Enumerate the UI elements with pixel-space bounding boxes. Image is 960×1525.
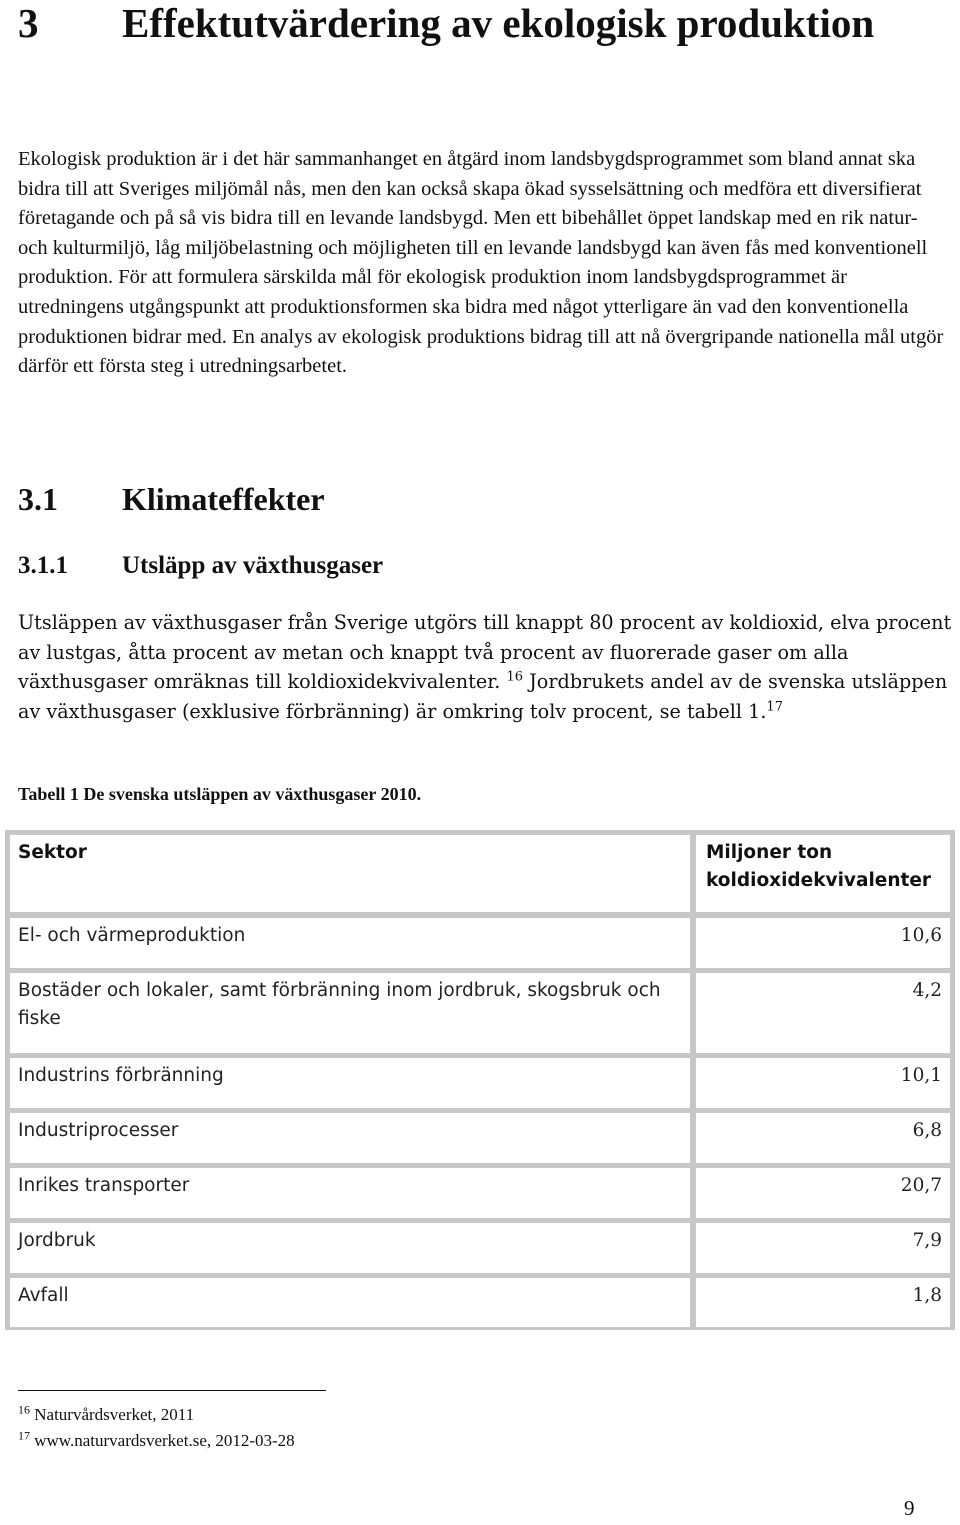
footnote-16 xyxy=(18,1403,194,1427)
sector-label: Avfall xyxy=(18,1285,69,1306)
value-label: 10,1 xyxy=(900,1065,942,1086)
emissions-table xyxy=(5,830,955,1330)
footnote-text: Naturvårdsverket, 2011 xyxy=(34,1405,195,1424)
sector-cell xyxy=(10,918,690,968)
sector-label: Industriprocesser xyxy=(18,1120,179,1141)
value-label: 10,6 xyxy=(900,925,942,946)
sector-cell xyxy=(10,1278,690,1327)
section-number: 3.1 xyxy=(18,481,58,517)
page-number: 9 xyxy=(904,1496,915,1520)
subsection-title: Utsläpp av växthusgaser xyxy=(122,552,384,579)
value-label: 4,2 xyxy=(912,980,942,1001)
intro-paragraph: Ekologisk produktion är i det här sammanhanget en åtgärd inom landsbygdsprogrammet som bland annat ska bidra till att Sveriges miljömål nås, men den kan också skapa ökad sysselsättning och medföra ett diversifierat företagande och på så vis bidra till en levande landsbygd. Men ett bibehållet öppet landskap med en rik natur- och kulturmiljö, låg miljöbelastning och möjligheten till en levande landsbygd kan även fås med konventionell produktion. För att formulera särskilda mål för ekologisk produktion inom landsbygdsprogrammet är utredningens utgångspunkt att produktionsformen ska bidra med något ytterligare än vad den konventionella produktionen bidrar med. En analys av ekologisk produktions bidrag till att nå övergripande nationella mål utgör därför ett första steg i utredningsarbetet. xyxy=(18,148,944,378)
value-cell xyxy=(696,1113,950,1163)
value-cell xyxy=(696,973,950,1053)
footnote-17 xyxy=(18,1429,295,1453)
subsection-number: 3.1.1 xyxy=(18,552,68,579)
value-label: 1,8 xyxy=(912,1285,942,1306)
body-text-part2: Jordbrukets andel av de svenska utsläppen av växthusgaser (exklusive förbränning) är omkring tolv procent, se tabell 1. xyxy=(18,670,948,723)
value-cell xyxy=(696,918,950,968)
sector-label: El- och värmeproduktion xyxy=(18,925,246,946)
table-caption: Tabell 1 De svenska utsläppen av växthusgaser 2010. xyxy=(18,784,422,804)
table-header-row xyxy=(5,830,955,915)
sector-cell xyxy=(10,1168,690,1218)
value-label: 6,8 xyxy=(912,1120,942,1141)
chapter-number: 3 xyxy=(18,0,39,46)
header-sector-label: Sektor xyxy=(18,842,87,863)
footnote-text: www.naturvardsverket.se, 2012-03-28 xyxy=(34,1431,295,1450)
header-cell-value xyxy=(696,835,950,912)
body-text-part1: Utsläppen av växthusgaser från Sverige utgörs till knappt 80 procent av koldioxid, elva procent av lustgas, åtta procent av metan och knappt två procent av fluorerade gaser om alla växthusgaser omräknas till koldioxidekvivalenter. xyxy=(18,611,952,694)
body-paragraph xyxy=(18,608,953,726)
footnote-separator xyxy=(18,1390,326,1391)
sector-label: Bostäder och lokaler, samt förbränning inom jordbruk, skogsbruk och fiske xyxy=(18,980,661,1029)
value-cell xyxy=(696,1223,950,1273)
sector-cell xyxy=(10,1113,690,1163)
footnote-number: 17 xyxy=(18,1428,30,1443)
sector-cell xyxy=(10,1223,690,1273)
section-title: Klimateffekter xyxy=(122,481,325,517)
sector-label: Industrins förbränning xyxy=(18,1065,224,1086)
footnote-ref-16[interactable]: 16 xyxy=(506,669,524,685)
chapter-title: Effektutvärdering av ekologisk produktion xyxy=(122,0,875,46)
value-cell xyxy=(696,1058,950,1108)
header-cell-sector xyxy=(10,835,690,912)
sector-cell xyxy=(10,1058,690,1108)
value-cell xyxy=(696,1168,950,1218)
footnote-number: 16 xyxy=(18,1402,30,1417)
header-value-label: Miljoner ton koldioxidekvivalenter xyxy=(706,842,932,891)
value-label: 7,9 xyxy=(912,1230,942,1251)
sector-label: Inrikes transporter xyxy=(18,1175,190,1196)
value-label: 20,7 xyxy=(900,1175,942,1196)
footnote-ref-17[interactable]: 17 xyxy=(766,699,783,715)
value-cell xyxy=(696,1278,950,1327)
sector-cell xyxy=(10,973,690,1053)
sector-label: Jordbruk xyxy=(18,1230,96,1251)
